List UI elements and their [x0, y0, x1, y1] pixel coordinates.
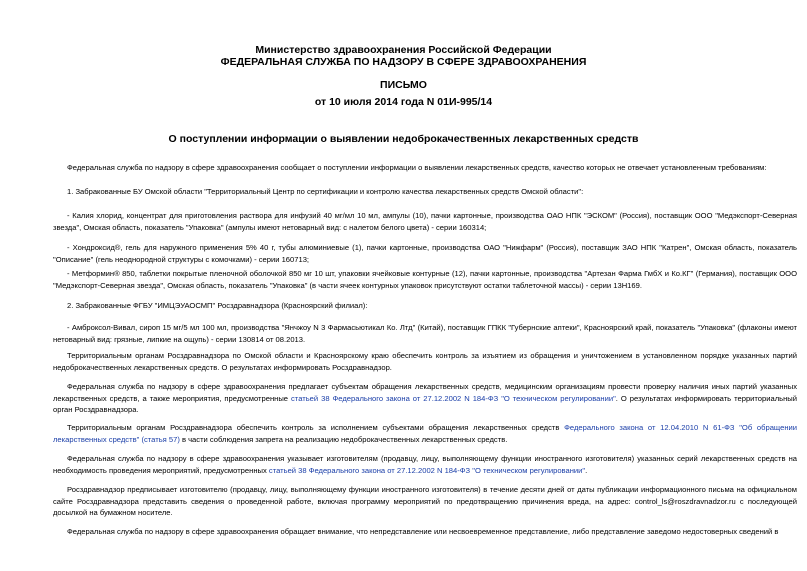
manufacturer-measures-paragraph [53, 453, 797, 476]
item-2-entry-ambroxol: - Амброксол-Вивал, сироп 15 мг/5 мл 100 мл, производства "Янчжоу N 3 Фармасьютикал Ко. Лтд" (Китай), поставщик ГПКК "Губернские аптеки", Красноярский край, показатель "Упаковка" (флаконы имеют нетоварный вид: грязные, липкие на ощупь) - серии 130814 от 08.2013. [53, 323, 797, 344]
paragraph-text: . О результатах информировать территориальный орган Росздравнадзора. [53, 393, 797, 414]
article-57-link[interactable]: (статья 57) [141, 434, 180, 444]
final-paragraph: Федеральная служба по надзору в сфере здравоохранения обращает внимание, что непредставление или несвоевременное представление, либо представление заведомо недостоверных сведений в [67, 527, 779, 536]
territorial-control-paragraph: Территориальным органам Росздравнадзора по Омской области и Красноярскому краю обеспечить контроль за изъятием из обращения и уничтожением в установленном порядке указанных партий недоброкачественных лекарственных средств. О результатах информировать Росздравнадзор. [53, 351, 797, 372]
document-date-number: от 10 июля 2014 года N 01И-995/14 [314, 96, 493, 108]
item-1-heading: 1. Забракованные БУ Омской области "Территориальный Центр по сертификации и контролю качества лекарственных средств Омской области": [67, 187, 584, 196]
service-name: ФЕДЕРАЛЬНАЯ СЛУЖБА ПО НАДЗОРУ В СФЕРЕ ЗДРАВООХРАНЕНИЯ [220, 56, 587, 68]
law-61fz-link[interactable]: Федерального закона от 12.04.2010 N 61-ФЗ "Об обращении лекарственных средств" [53, 423, 797, 444]
document-title: О поступлении информации о выявлении недоброкачественных лекарственных средств [168, 133, 639, 145]
paragraph-text: Федеральная служба по надзору в сфере здравоохранения предлагает субъектам обращения лекарственных средств, медицинским организациям провести проверку наличия иных партий указанных лекарственных средств, а также мероприятия, предусмотренные [53, 382, 797, 403]
intro-paragraph: Федеральная служба по надзору в сфере здравоохранения сообщает о поступлении информации о выявлении лекарственных средств, качество которых не отвечает установленным требованиям: [67, 163, 767, 172]
paragraph-text: . [585, 465, 588, 475]
ministry-name: Министерство здравоохранения Российской Федерации [255, 44, 552, 56]
paragraph-text: Территориальным органам Росздравнадзора обеспечить контроль за исполнением субъектами обращения лекарственных средств [67, 423, 565, 432]
item-1-entry-chondroxide: - Хондроксид®, гель для наружного применения 5% 40 г, тубы алюминиевые (1), пачки картонные, производства ОАО "Нижфарм" (Россия), поставщик ЗАО НПК "Катрен", Омская область, показатель "Описание" (гель неоднородной структуры с комочками) - серии 160713; [53, 243, 797, 264]
federal-service-check-paragraph [53, 381, 797, 416]
document-type: ПИСЬМО [380, 79, 427, 91]
paragraph-text: в части соблюдения запрета на реализацию недоброкачественных лекарственных средств. [179, 434, 508, 444]
item-2-heading: 2. Забракованные ФГБУ "ИМЦЭУАОСМП" Росздравнадзора (Красноярский филиал): [67, 301, 368, 310]
paragraph-text: Федеральная служба по надзору в сфере здравоохранения указывает изготовителям (продавцу, лицу, выполняющему функции иностранного изготовителя) указанных серий лекарственных средств на необходимость проведения мероприятий, предусмотренных [53, 454, 797, 475]
item-1-entry-potassium: - Калия хлорид, концентрат для приготовления раствора для инфузий 40 мг/мл 10 мл, ампулы (10), пачки картонные, производства ОАО НПК "ЭСКОМ" (Россия), поставщик ООО "Медэкспорт-Северная звезда", Омская область, показатель "Упаковка" (ампулы имеют нетоварный вид: с налетом белого цвета) - серии 160314; [53, 211, 797, 232]
roszdravnadzor-order-paragraph: Росздравнадзор предписывает изготовителю (продавцу, лицу, выполняющему функции иностранного изготовителя) в течение десяти дней от даты публикации информационного письма на официальном сайте Росздравнадзора представить сведения о проведенной работе, включая программу мероприятий по предотвращению причинения вреда, на адрес: control_ls@roszdravnadzor.ru с последующей досылкой на бумажном носителе. [53, 485, 797, 517]
law-184fz-article38-link-2[interactable]: статьей 38 Федерального закона от 27.12.2002 N 184-ФЗ "О техническом регулировании" [268, 465, 586, 475]
territorial-61fz-paragraph [53, 422, 797, 445]
law-184fz-article38-link[interactable]: статьей 38 Федерального закона от 27.12.2002 N 184-ФЗ "О техническом регулировании" [291, 393, 616, 403]
item-1-entry-metformin: - Метформин® 850, таблетки покрытые пленочной оболочкой 850 мг 10 шт, упаковки ячейковые контурные (12), пачки картонные, производства "Артезан Фарма ГмбХ и Ко.КГ" (Германия), поставщик ООО "Медэкспорт-Северная звезда", Омская область, показатель "Упаковка" (в части ячеек контурных упаковок присутствуют остатки таблеточной массы) - серии 13Н169. [53, 269, 797, 290]
